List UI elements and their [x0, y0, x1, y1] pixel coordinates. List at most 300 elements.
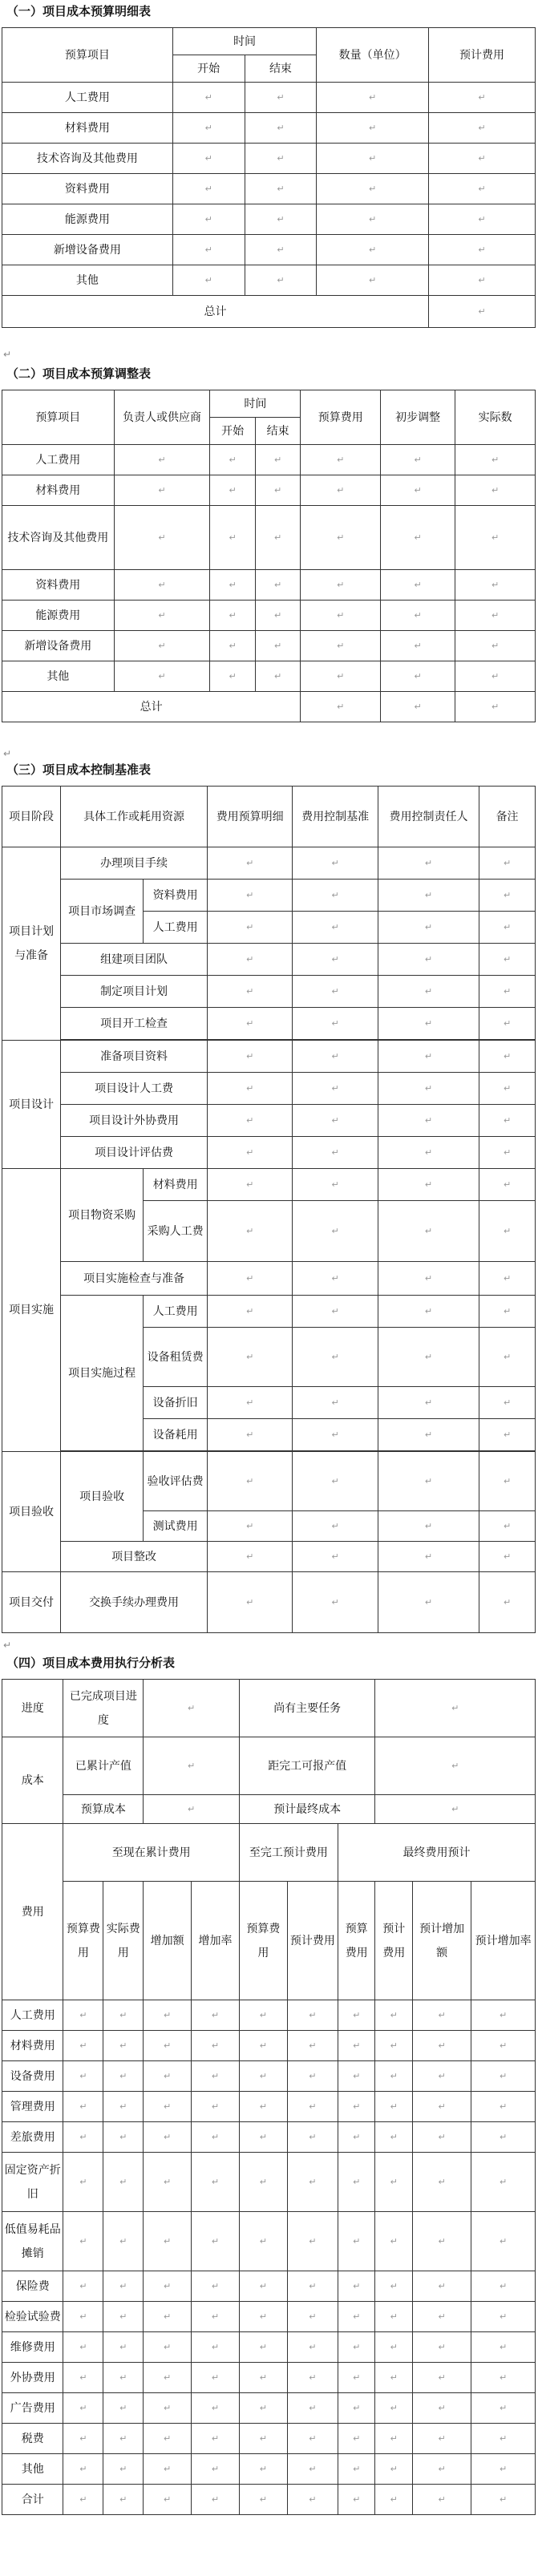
cell[interactable]: ↵: [210, 570, 256, 601]
cell[interactable]: ↵: [338, 2424, 375, 2454]
cell[interactable]: ↵: [471, 2424, 536, 2454]
cell[interactable]: ↵: [208, 1201, 293, 1262]
cell[interactable]: ↵: [144, 2092, 192, 2122]
cell[interactable]: ↵: [479, 1511, 536, 1542]
cell[interactable]: ↵: [114, 631, 210, 661]
cell[interactable]: ↵: [287, 2485, 338, 2515]
cell[interactable]: ↵: [103, 2122, 144, 2153]
cell[interactable]: ↵: [208, 1073, 293, 1105]
cell[interactable]: ↵: [287, 2212, 338, 2271]
cell[interactable]: ↵: [413, 2454, 471, 2485]
cell[interactable]: ↵: [287, 2454, 338, 2485]
cell[interactable]: ↵: [114, 475, 210, 506]
cell[interactable]: ↵: [479, 1328, 536, 1387]
cell[interactable]: ↵: [239, 2092, 287, 2122]
cell[interactable]: ↵: [375, 1737, 536, 1795]
cell[interactable]: ↵: [208, 944, 293, 976]
cell[interactable]: ↵: [293, 1105, 378, 1137]
cell[interactable]: ↵: [428, 235, 535, 265]
cell[interactable]: ↵: [455, 631, 536, 661]
cell[interactable]: ↵: [208, 1328, 293, 1387]
cell[interactable]: ↵: [144, 2424, 192, 2454]
cell[interactable]: ↵: [239, 2061, 287, 2092]
cell[interactable]: ↵: [239, 2393, 287, 2424]
cell[interactable]: ↵: [375, 2485, 413, 2515]
cell[interactable]: ↵: [192, 2485, 240, 2515]
cell[interactable]: ↵: [317, 83, 429, 113]
cell[interactable]: ↵: [239, 2424, 287, 2454]
cell[interactable]: ↵: [381, 445, 455, 475]
cell[interactable]: ↵: [192, 2271, 240, 2302]
cell[interactable]: ↵: [144, 2302, 192, 2332]
cell[interactable]: ↵: [114, 445, 210, 475]
cell[interactable]: ↵: [63, 2153, 103, 2212]
cell[interactable]: ↵: [192, 2393, 240, 2424]
cell[interactable]: ↵: [287, 2153, 338, 2212]
cell[interactable]: ↵: [479, 1262, 536, 1296]
cell[interactable]: ↵: [413, 2212, 471, 2271]
cell[interactable]: ↵: [192, 2363, 240, 2393]
cell[interactable]: ↵: [144, 2153, 192, 2212]
cell[interactable]: ↵: [239, 2363, 287, 2393]
cell[interactable]: ↵: [255, 475, 301, 506]
cell[interactable]: ↵: [293, 880, 378, 912]
cell[interactable]: ↵: [479, 1419, 536, 1451]
cell[interactable]: ↵: [375, 2271, 413, 2302]
cell[interactable]: ↵: [172, 174, 245, 204]
cell[interactable]: ↵: [428, 296, 535, 328]
cell[interactable]: ↵: [63, 2212, 103, 2271]
cell[interactable]: ↵: [338, 2332, 375, 2363]
cell[interactable]: ↵: [239, 2271, 287, 2302]
cell[interactable]: ↵: [375, 2000, 413, 2031]
cell[interactable]: ↵: [287, 2031, 338, 2061]
cell[interactable]: ↵: [338, 2031, 375, 2061]
cell[interactable]: ↵: [375, 2061, 413, 2092]
cell[interactable]: ↵: [208, 1387, 293, 1419]
cell[interactable]: ↵: [413, 2393, 471, 2424]
cell[interactable]: ↵: [293, 1008, 378, 1040]
cell[interactable]: ↵: [287, 2061, 338, 2092]
cell[interactable]: ↵: [338, 2000, 375, 2031]
cell[interactable]: ↵: [375, 1680, 536, 1737]
cell[interactable]: ↵: [479, 1201, 536, 1262]
cell[interactable]: ↵: [413, 2332, 471, 2363]
cell[interactable]: ↵: [245, 235, 317, 265]
cell[interactable]: ↵: [293, 1296, 378, 1328]
cell[interactable]: ↵: [338, 2061, 375, 2092]
cell[interactable]: ↵: [471, 2271, 536, 2302]
cell[interactable]: ↵: [455, 506, 536, 570]
cell[interactable]: ↵: [239, 2000, 287, 2031]
cell[interactable]: ↵: [378, 1262, 479, 1296]
cell[interactable]: ↵: [338, 2271, 375, 2302]
cell[interactable]: ↵: [479, 1296, 536, 1328]
cell[interactable]: ↵: [208, 1008, 293, 1040]
cell[interactable]: ↵: [208, 1542, 293, 1572]
cell[interactable]: ↵: [192, 2424, 240, 2454]
cell[interactable]: ↵: [338, 2153, 375, 2212]
cell[interactable]: ↵: [239, 2485, 287, 2515]
cell[interactable]: ↵: [375, 2122, 413, 2153]
cell[interactable]: ↵: [287, 2363, 338, 2393]
cell[interactable]: ↵: [63, 2122, 103, 2153]
cell[interactable]: ↵: [381, 661, 455, 692]
cell[interactable]: ↵: [293, 1169, 378, 1201]
cell[interactable]: ↵: [172, 144, 245, 174]
cell[interactable]: ↵: [172, 83, 245, 113]
cell[interactable]: ↵: [103, 2271, 144, 2302]
cell[interactable]: ↵: [144, 2061, 192, 2092]
cell[interactable]: ↵: [428, 265, 535, 296]
cell[interactable]: ↵: [208, 847, 293, 880]
cell[interactable]: ↵: [255, 661, 301, 692]
cell[interactable]: ↵: [378, 1073, 479, 1105]
cell[interactable]: ↵: [103, 2061, 144, 2092]
cell[interactable]: ↵: [413, 2122, 471, 2153]
cell[interactable]: ↵: [287, 2122, 338, 2153]
cell[interactable]: ↵: [413, 2485, 471, 2515]
cell[interactable]: ↵: [479, 944, 536, 976]
cell[interactable]: ↵: [471, 2454, 536, 2485]
cell[interactable]: ↵: [413, 2000, 471, 2031]
cell[interactable]: ↵: [455, 601, 536, 631]
cell[interactable]: ↵: [301, 506, 381, 570]
cell[interactable]: ↵: [375, 2424, 413, 2454]
cell[interactable]: ↵: [479, 847, 536, 880]
cell[interactable]: ↵: [378, 1137, 479, 1169]
cell[interactable]: ↵: [378, 1041, 479, 1073]
cell[interactable]: ↵: [287, 2393, 338, 2424]
cell[interactable]: ↵: [192, 2332, 240, 2363]
cell[interactable]: ↵: [192, 2122, 240, 2153]
cell[interactable]: ↵: [63, 2000, 103, 2031]
cell[interactable]: ↵: [301, 570, 381, 601]
cell[interactable]: ↵: [208, 1296, 293, 1328]
cell[interactable]: ↵: [413, 2031, 471, 2061]
cell[interactable]: ↵: [144, 2031, 192, 2061]
cell[interactable]: ↵: [103, 2212, 144, 2271]
cell[interactable]: ↵: [471, 2153, 536, 2212]
cell[interactable]: ↵: [192, 2302, 240, 2332]
cell[interactable]: ↵: [317, 204, 429, 235]
cell[interactable]: ↵: [378, 1511, 479, 1542]
cell[interactable]: ↵: [378, 1542, 479, 1572]
cell[interactable]: ↵: [255, 445, 301, 475]
cell[interactable]: ↵: [381, 601, 455, 631]
cell[interactable]: ↵: [471, 2302, 536, 2332]
cell[interactable]: ↵: [375, 2302, 413, 2332]
cell[interactable]: ↵: [208, 1137, 293, 1169]
cell[interactable]: ↵: [378, 1201, 479, 1262]
cell[interactable]: ↵: [144, 2271, 192, 2302]
cell[interactable]: ↵: [239, 2454, 287, 2485]
cell[interactable]: ↵: [144, 2212, 192, 2271]
cell[interactable]: ↵: [172, 204, 245, 235]
cell[interactable]: ↵: [479, 1073, 536, 1105]
cell[interactable]: ↵: [375, 1795, 536, 1824]
cell[interactable]: ↵: [471, 2212, 536, 2271]
cell[interactable]: ↵: [378, 912, 479, 944]
cell[interactable]: ↵: [103, 2000, 144, 2031]
cell[interactable]: ↵: [144, 1680, 240, 1737]
cell[interactable]: ↵: [338, 2363, 375, 2393]
cell[interactable]: ↵: [192, 2153, 240, 2212]
cell[interactable]: ↵: [378, 944, 479, 976]
cell[interactable]: ↵: [144, 1795, 240, 1824]
cell[interactable]: ↵: [378, 1296, 479, 1328]
cell[interactable]: ↵: [293, 1262, 378, 1296]
cell[interactable]: ↵: [103, 2153, 144, 2212]
cell[interactable]: ↵: [413, 2092, 471, 2122]
cell[interactable]: ↵: [471, 2092, 536, 2122]
cell[interactable]: ↵: [287, 2271, 338, 2302]
cell[interactable]: ↵: [301, 692, 381, 722]
cell[interactable]: ↵: [301, 661, 381, 692]
cell[interactable]: ↵: [413, 2271, 471, 2302]
cell[interactable]: ↵: [114, 661, 210, 692]
cell[interactable]: ↵: [479, 1387, 536, 1419]
cell[interactable]: ↵: [210, 475, 256, 506]
cell[interactable]: ↵: [293, 976, 378, 1008]
cell[interactable]: ↵: [293, 1572, 378, 1633]
cell[interactable]: ↵: [479, 1169, 536, 1201]
cell[interactable]: ↵: [208, 976, 293, 1008]
cell[interactable]: ↵: [375, 2153, 413, 2212]
cell[interactable]: ↵: [293, 1073, 378, 1105]
cell[interactable]: ↵: [293, 1137, 378, 1169]
cell[interactable]: ↵: [144, 2363, 192, 2393]
cell[interactable]: ↵: [317, 113, 429, 144]
cell[interactable]: ↵: [479, 912, 536, 944]
cell[interactable]: ↵: [338, 2393, 375, 2424]
cell[interactable]: ↵: [301, 445, 381, 475]
cell[interactable]: ↵: [378, 1328, 479, 1387]
cell[interactable]: ↵: [378, 1105, 479, 1137]
cell[interactable]: ↵: [192, 2212, 240, 2271]
cell[interactable]: ↵: [210, 661, 256, 692]
cell[interactable]: ↵: [239, 2332, 287, 2363]
cell[interactable]: ↵: [114, 601, 210, 631]
cell[interactable]: ↵: [378, 976, 479, 1008]
cell[interactable]: ↵: [293, 1041, 378, 1073]
cell[interactable]: ↵: [479, 1041, 536, 1073]
cell[interactable]: ↵: [317, 144, 429, 174]
cell[interactable]: ↵: [413, 2363, 471, 2393]
cell[interactable]: ↵: [208, 1262, 293, 1296]
cell[interactable]: ↵: [210, 631, 256, 661]
cell[interactable]: ↵: [103, 2393, 144, 2424]
cell[interactable]: ↵: [381, 692, 455, 722]
cell[interactable]: ↵: [103, 2485, 144, 2515]
cell[interactable]: ↵: [63, 2061, 103, 2092]
cell[interactable]: ↵: [428, 113, 535, 144]
cell[interactable]: ↵: [317, 265, 429, 296]
cell[interactable]: ↵: [471, 2393, 536, 2424]
cell[interactable]: ↵: [144, 2000, 192, 2031]
cell[interactable]: ↵: [378, 880, 479, 912]
cell[interactable]: ↵: [63, 2092, 103, 2122]
cell[interactable]: ↵: [375, 2092, 413, 2122]
cell[interactable]: ↵: [375, 2332, 413, 2363]
cell[interactable]: ↵: [293, 1452, 378, 1511]
cell[interactable]: ↵: [210, 445, 256, 475]
cell[interactable]: ↵: [245, 83, 317, 113]
cell[interactable]: ↵: [413, 2302, 471, 2332]
cell[interactable]: ↵: [208, 1169, 293, 1201]
cell[interactable]: ↵: [293, 1328, 378, 1387]
cell[interactable]: ↵: [479, 1105, 536, 1137]
cell[interactable]: ↵: [375, 2393, 413, 2424]
cell[interactable]: ↵: [210, 506, 256, 570]
cell[interactable]: ↵: [293, 1511, 378, 1542]
cell[interactable]: ↵: [381, 570, 455, 601]
cell[interactable]: ↵: [255, 506, 301, 570]
cell[interactable]: ↵: [375, 2363, 413, 2393]
cell[interactable]: ↵: [413, 2061, 471, 2092]
cell[interactable]: ↵: [293, 1419, 378, 1451]
cell[interactable]: ↵: [208, 1419, 293, 1451]
cell[interactable]: ↵: [381, 631, 455, 661]
cell[interactable]: ↵: [192, 2000, 240, 2031]
cell[interactable]: ↵: [471, 2332, 536, 2363]
cell[interactable]: ↵: [208, 1511, 293, 1542]
cell[interactable]: ↵: [378, 1008, 479, 1040]
cell[interactable]: ↵: [293, 1387, 378, 1419]
cell[interactable]: ↵: [144, 2332, 192, 2363]
cell[interactable]: ↵: [428, 174, 535, 204]
cell[interactable]: ↵: [114, 570, 210, 601]
cell[interactable]: ↵: [192, 2092, 240, 2122]
cell[interactable]: ↵: [63, 2485, 103, 2515]
cell[interactable]: ↵: [239, 2122, 287, 2153]
cell[interactable]: ↵: [471, 2000, 536, 2031]
cell[interactable]: ↵: [479, 1137, 536, 1169]
cell[interactable]: ↵: [471, 2122, 536, 2153]
cell[interactable]: ↵: [245, 174, 317, 204]
cell[interactable]: ↵: [471, 2485, 536, 2515]
cell[interactable]: ↵: [413, 2153, 471, 2212]
cell[interactable]: ↵: [428, 144, 535, 174]
cell[interactable]: ↵: [455, 570, 536, 601]
cell[interactable]: ↵: [144, 1737, 240, 1795]
cell[interactable]: ↵: [255, 631, 301, 661]
cell[interactable]: ↵: [103, 2424, 144, 2454]
cell[interactable]: ↵: [255, 601, 301, 631]
cell[interactable]: ↵: [317, 174, 429, 204]
cell[interactable]: ↵: [338, 2212, 375, 2271]
cell[interactable]: ↵: [103, 2031, 144, 2061]
cell[interactable]: ↵: [479, 1452, 536, 1511]
cell[interactable]: ↵: [479, 976, 536, 1008]
cell[interactable]: ↵: [301, 601, 381, 631]
cell[interactable]: ↵: [192, 2061, 240, 2092]
cell[interactable]: ↵: [293, 1542, 378, 1572]
cell[interactable]: ↵: [338, 2122, 375, 2153]
cell[interactable]: ↵: [301, 631, 381, 661]
cell[interactable]: ↵: [428, 83, 535, 113]
cell[interactable]: ↵: [208, 880, 293, 912]
cell[interactable]: ↵: [293, 944, 378, 976]
cell[interactable]: ↵: [208, 1105, 293, 1137]
cell[interactable]: ↵: [63, 2302, 103, 2332]
cell[interactable]: ↵: [375, 2212, 413, 2271]
cell[interactable]: ↵: [471, 2363, 536, 2393]
cell[interactable]: ↵: [455, 692, 536, 722]
cell[interactable]: ↵: [103, 2302, 144, 2332]
cell[interactable]: ↵: [287, 2092, 338, 2122]
cell[interactable]: ↵: [428, 204, 535, 235]
cell[interactable]: ↵: [172, 113, 245, 144]
cell[interactable]: ↵: [378, 1387, 479, 1419]
cell[interactable]: ↵: [210, 601, 256, 631]
cell[interactable]: ↵: [287, 2000, 338, 2031]
cell[interactable]: ↵: [239, 2031, 287, 2061]
cell[interactable]: ↵: [144, 2122, 192, 2153]
cell[interactable]: ↵: [378, 847, 479, 880]
cell[interactable]: ↵: [338, 2092, 375, 2122]
cell[interactable]: ↵: [455, 475, 536, 506]
cell[interactable]: ↵: [375, 2454, 413, 2485]
cell[interactable]: ↵: [208, 1572, 293, 1633]
cell[interactable]: ↵: [293, 847, 378, 880]
cell[interactable]: ↵: [208, 1452, 293, 1511]
cell[interactable]: ↵: [378, 1169, 479, 1201]
cell[interactable]: ↵: [245, 204, 317, 235]
cell[interactable]: ↵: [338, 2485, 375, 2515]
cell[interactable]: ↵: [479, 1008, 536, 1040]
cell[interactable]: ↵: [245, 113, 317, 144]
cell[interactable]: ↵: [378, 1452, 479, 1511]
cell[interactable]: ↵: [144, 2393, 192, 2424]
cell[interactable]: ↵: [172, 235, 245, 265]
cell[interactable]: ↵: [114, 506, 210, 570]
cell[interactable]: ↵: [192, 2031, 240, 2061]
cell[interactable]: ↵: [381, 475, 455, 506]
cell[interactable]: ↵: [338, 2454, 375, 2485]
cell[interactable]: ↵: [455, 445, 536, 475]
cell[interactable]: ↵: [239, 2153, 287, 2212]
cell[interactable]: ↵: [293, 912, 378, 944]
cell[interactable]: ↵: [245, 144, 317, 174]
cell[interactable]: ↵: [208, 912, 293, 944]
cell[interactable]: ↵: [479, 1542, 536, 1572]
cell[interactable]: ↵: [479, 880, 536, 912]
cell[interactable]: ↵: [144, 2454, 192, 2485]
cell[interactable]: ↵: [63, 2271, 103, 2302]
cell[interactable]: ↵: [413, 2424, 471, 2454]
cell[interactable]: ↵: [63, 2393, 103, 2424]
cell[interactable]: ↵: [63, 2031, 103, 2061]
cell[interactable]: ↵: [338, 2302, 375, 2332]
cell[interactable]: ↵: [471, 2031, 536, 2061]
cell[interactable]: ↵: [172, 265, 245, 296]
cell[interactable]: ↵: [239, 2302, 287, 2332]
cell[interactable]: ↵: [103, 2454, 144, 2485]
cell[interactable]: ↵: [103, 2363, 144, 2393]
cell[interactable]: ↵: [63, 2454, 103, 2485]
cell[interactable]: ↵: [301, 475, 381, 506]
cell[interactable]: ↵: [455, 661, 536, 692]
cell[interactable]: ↵: [287, 2424, 338, 2454]
cell[interactable]: ↵: [378, 1419, 479, 1451]
cell[interactable]: ↵: [287, 2302, 338, 2332]
cell[interactable]: ↵: [471, 2061, 536, 2092]
cell[interactable]: ↵: [192, 2454, 240, 2485]
cell[interactable]: ↵: [245, 265, 317, 296]
cell[interactable]: ↵: [255, 570, 301, 601]
cell[interactable]: ↵: [208, 1041, 293, 1073]
